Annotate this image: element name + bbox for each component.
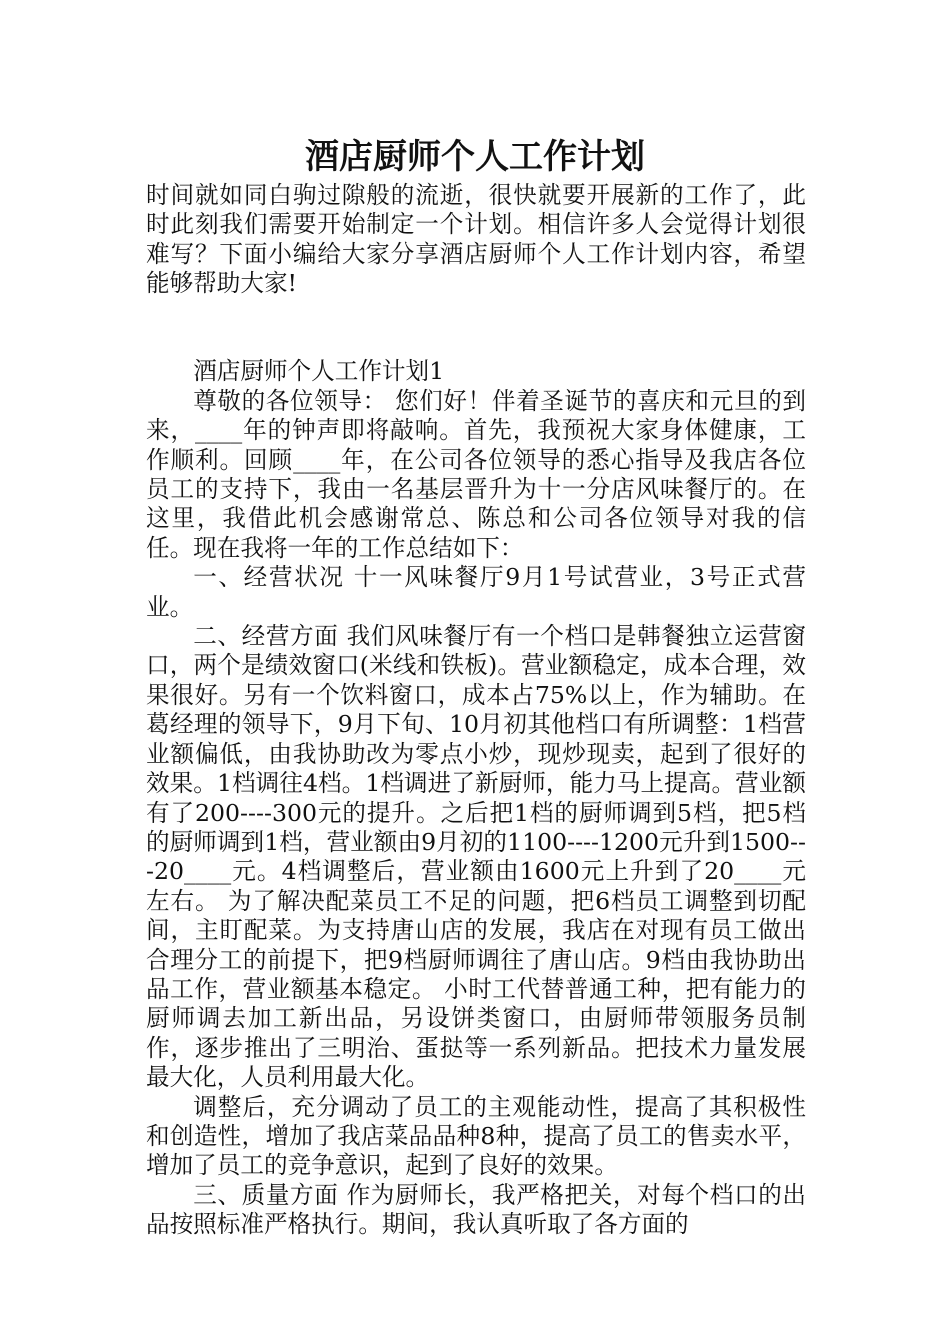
section-heading: 酒店厨师个人工作计划1 xyxy=(193,357,445,386)
document-body xyxy=(146,181,806,1240)
paragraph-adjustment-results: 调整后，充分调动了员工的主观能动性，提高了其积极性和创造性，增加了我店菜品品种8种，提高了员工的售卖水平，增加了员工的竞争意识，起到了良好的效果。 xyxy=(146,1092,806,1180)
paragraph-operations-details: 二、经营方面 我们风味餐厅有一个档口是韩餐独立运营窗口，两个是绩效窗口(米线和铁板)。营业额稳定，成本合理，效果很好。另有一个饮料窗口，成本占75%以上，作为辅助。在葛经理的领导下，9月下旬、10月初其他档口有所调整：1档营业额偏低，由我协助改为零点小炒，现炒现卖，起到了很好的效果。1档调往4档。1档调进了新厨师，能力马上提高。营业额有了200----300元的提升。之后把1档的厨师调到5档，把5档的厨师调到1档，营业额由9月初的1100----1200元升到1500---20____元。4档调整后，营业额由1600元上升到了20____元左右。 为了解决配菜员工不足的问题，把6档员工调整到切配间，主盯配菜。为支持唐山店的发展，我店在对现有员工做出合理分工的前提下，把9档厨师调往了唐山店。9档由我协助出品工作，营业额基本稳定。 小时工代替普通工种，把有能力的厨师调去加工新出品，另设饼类窗口，由厨师带领服务员制作，逐步推出了三明治、蛋挞等一系列新品。把技术力量发展最大化，人员利用最大化。 xyxy=(146,622,806,1092)
intro-paragraph: 时间就如同白驹过隙般的流逝，很快就要开展新的工作了，此时此刻我们需要开始制定一个计划。相信许多人会觉得计划很难写？下面小编给大家分享酒店厨师个人工作计划内容，希望能够帮助大家! xyxy=(146,181,806,298)
paragraph-gap xyxy=(146,299,806,358)
paragraph-greeting: 尊敬的各位领导： 您们好！伴着圣诞节的喜庆和元旦的到来，____年的钟声即将敲响。首先，我预祝大家身体健康，工作顺利。回顾____年，在公司各位领导的悉心指导及我店各位员工的支持下，我由一名基层晋升为十一分店风味餐厅的。在这里，我借此机会感谢常总、陈总和公司各位领导对我的信任。现在我将一年的工作总结如下： xyxy=(146,386,806,562)
paragraph-operations-status: 一、经营状况 十一风味餐厅9月1号试营业，3号正式营业。 xyxy=(146,563,806,621)
document-title: 酒店厨师个人工作计划 xyxy=(305,137,645,177)
paragraph-quality: 三、质量方面 作为厨师长，我严格把关，对每个档口的出品按照标准严格执行。期间，我认真听取了各方面的 xyxy=(146,1180,806,1239)
